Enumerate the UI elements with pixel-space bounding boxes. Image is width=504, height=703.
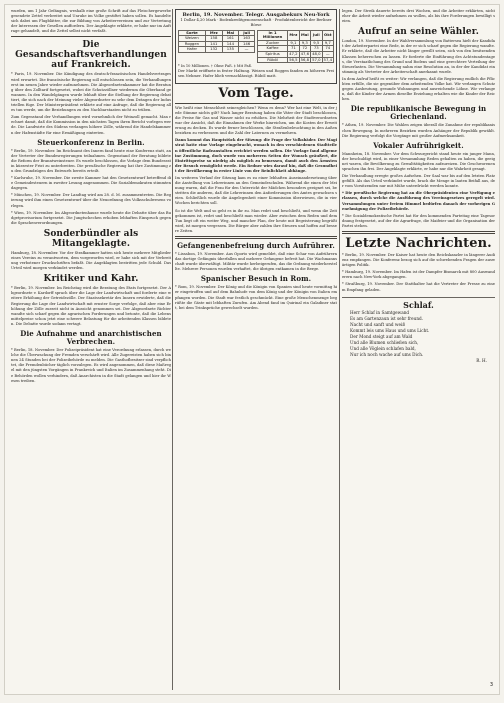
article-heading: Aufruf an seine Wähler. (357, 27, 479, 38)
table-cell: 135 (222, 47, 238, 53)
article-text: * Berlin, 18. November. Der Polizeipräsident hat eine Verordnung erlassen, durch welche die Überwachung der Fremden verschärft wird. Alle Zugereisten haben sich binnen 24 Stunden bei der Polizeibehörde zu melden. Die Gasthofbesitzer sind verpflichtet, die Fremdenbücher täglich vorzulegen. Es wird angenommen, daß diese Maßregel mit den jüngsten Vorgängen in Frankreich und Italien im Zusammenhang steht. Die Behörden wollen verhindern, daß Anarchisten in die Stadt gelangen und hier ihr Wesen treiben. (11, 348, 171, 383)
table-cell: 9,1 (288, 40, 299, 46)
article-heading: Sonderbündler als Mitangeklagte. (43, 228, 139, 249)
divider (342, 231, 495, 234)
table-cell: 73 (311, 46, 322, 52)
article-heading: Die Gesandschaftsverhandlungen auf Frankreich. (15, 40, 167, 71)
article-text: * Wien, 19. November. Im Abgeordnetenhause wurde heute die Debatte über das Budgetprovisorium fortgesetzt. Die Jungtschechen erhoben lebhaften Einspruch gegen die Sprachenverordnungen. (11, 210, 171, 225)
article-text: * München, 19. November. Der Landtag wird am 28. d. M. zusammentreten. Die Regierung wird ihm einen Gesetzentwurf über die Neuordnung des Volksschulwesens vorlegen. (11, 193, 171, 208)
article-text: * Hamburg, 19. November. Im Hafen ist der Dampfer Bismarck mit 800 Auswanderern nach New-York abgegangen. (342, 270, 495, 280)
table-cell: 56,5 (289, 56, 298, 62)
table-row (258, 57, 334, 63)
table-header-cell: Mai (299, 30, 310, 40)
article-text: * Berlin, 19. November. Im Reichstag wird die Beratung des Etats fortgesetzt. Der Abgeordnete v. Kardorff sprach über die Lage der Landwirtschaft und forderte eine weitere Erhöhung der Getreidezölle. Der Staatssekretär des Innern erwiderte, daß die Regierung die Lage der Landwirtschaft mit ernster Sorge verfolge, daß aber eine Erhöhung der Zölle zurzeit nicht in Aussicht genommen sei. Der Abgeordnete Richter wandte sich scharf gegen die agrarischen Forderungen und betonte, daß die Lebensmittelpreise schon jetzt eine schwere Belastung für die arbeitenden Klassen bildeten. Die Debatte wurde sodann vertagt. (11, 286, 171, 326)
table-footnote: * In 10 Millionen. † Ohne Faß. ‡ Mit Faß. (178, 64, 253, 69)
table-header-cell: Mrz (205, 30, 222, 36)
market-subheading: 1 Dollar 4,20 Mark · Bodenkreditgenossenschaft · Produktenbericht der Berliner Börse (180, 18, 332, 27)
table-cell: 47,2 (289, 50, 298, 56)
table-cell: 132 (205, 47, 222, 53)
market-note: Der Markt eröffnete in fester Haltung. Weizen und Roggen fanden zu höheren Preisen Nehmer. Hafer blieb vernachlässigt. Rüböl matt. (178, 68, 334, 78)
divider (175, 236, 337, 239)
poem-line: Nacht und sanft und weiß (350, 321, 406, 327)
table-cell: 161 (222, 36, 238, 42)
article-text: London, 19. November. In der Wahlversammlung von Battersea hielt der Kandidat der Arbeiterpartei eine Rede, in der er sich scharf gegen die Regierung wandte. Er erklärte, daß die Arbeiter nicht länger gewillt seien, sich von den besitzenden Klassen beherrschen zu lassen. Er forderte die Einführung des Achtstundentages, die Verstaatlichung des Grund und Bodens und eine gerechtere Verteilung der Steuerlasten. Die Versammlung nahm eine Resolution an, in der der Kandidat einstimmig als Vertreter der Arbeiterschaft anerkannt wurde. (342, 39, 495, 74)
table-header-cell: Juli (239, 30, 255, 36)
article-text: Zum Gegenstand der Verhandlungen wird vornehmlich der Weinzoll gemacht. Man rechnet damit, daß die Kommission in den nächsten Tagen ihren Bericht vorlegen werde. Die Landwirte des Südens verlangen höhere Zölle, während die Handelskammern der Hafenstädte für eine Ermäßigung eintreten. (11, 115, 171, 135)
article-text: * Rom, 19. November. Der König und die Königin von Spanien sind heute vormittag hier eingetroffen und auf dem Bahnhofe von dem König und der Königin von Italien empfangen worden. Die Stadt war festlich geschmückt. Eine große Menschenmenge begrüßte die Gäste mit lebhaften Zurufen. Am Abend fand im Quirinal ein Galadiner statt, bei dem Trinksprüche gewechselt wurden. (175, 285, 337, 310)
table-cell: 9,3 (299, 40, 310, 46)
article-heading: Die Aufnahme und anarchistischen Verbrechen. (20, 329, 162, 347)
article-text: Im weiteren Verlauf der Sitzung kam es zu einer lebhaften Auseinandersetzung über die Anstellung von Lehrerinnen an den Gemeindeschulen. Während die einen der Meinung waren, daß die Frau für den Unterricht der Mädchen besonders geeignet sei, bestritten die anderen, daß die Lehrerinnen den Anforderungen des Amtes gewachsen seien. Schließlich wurde die Angelegenheit einer Kommission überwiesen, die in vier Wochen berichten soll. (175, 175, 337, 206)
table-cell: 71 (288, 46, 299, 52)
article-text: Hamburg, 18. November. Vor der Strafkammer hatten sich heute mehrere Mitglieder eines Vereins zu verantworten, dem vorgeworfen wird, er habe sich mit der Verbreitung verbotener Druckschriften befaßt. Die Angeklagten bestritten jede Schuld. Das Urteil wird morgen verkündet werden. (11, 250, 171, 271)
poem-title: Schlaf. (403, 299, 434, 310)
table-cell: 72 (299, 46, 310, 52)
table-header-cell: Okt (322, 30, 333, 40)
market-report (175, 9, 337, 84)
column-rule (339, 9, 340, 690)
table-header-cell: Juli (311, 30, 322, 40)
poem-line: Und alle Vöglein schlafen bald, (350, 345, 416, 351)
table-cell: 146 (239, 41, 255, 47)
article-text: * Karlsruhe, 19. November. Die zweite Kammer hat den Gesetzentwurf betreffend die Gemeindesteuern in zweiter Lesung angenommen. Die Sozialdemokraten stimmten dagegen. (11, 176, 171, 191)
poem-line: Der Mond steigt auf am Wald (350, 333, 413, 339)
table-row (179, 47, 255, 53)
price-table (257, 30, 334, 64)
article-heading: Gefangenenbefreiung durch Aufrührer. (177, 241, 335, 250)
right-column (342, 9, 495, 690)
table-cell: 158 (205, 36, 222, 42)
table-header-cell: Mai (222, 30, 238, 36)
table-cell: 57,4 (323, 56, 332, 62)
table-cell: Hafer (179, 47, 206, 53)
table-cell: 74 (322, 46, 333, 52)
table-cell: 141 (205, 41, 222, 47)
article-heading: Steuerkonferenz in Berlin. (37, 137, 145, 147)
column-rule (172, 9, 173, 690)
article-text: * Paris, 19. November. Die Kündigung des deutsch-französischen Handelsvertrages wird erwartet. Die französische Regierung soll entschlossen sein, die Verhandlungen erst im neuen Jahre wieder aufzunehmen. Die Abgeordnetenkammer hat die Beratung über den Zolltarif fortgesetzt, wobei die Schutzzöllner wiederum die Oberhand gewannen. In den Wandelgängen wurde lebhaft über die Stellung der Regierung debattiert, die sich nach der Meinung vieler Abgeordneter zu sehr dem Drängen der Industriellen füge. Der Ministerpräsident erklärte auf eine Anfrage, daß die Regierung alles tun werde, um die Beziehungen zu den Nachbarstaaten nicht zu trüben. (11, 72, 171, 113)
table-cell: Roggen (179, 41, 206, 47)
newspaper-page (4, 4, 500, 695)
article-text: Wie heißt eine Menschheit seinesgleichen? Wenn es denn? Wer hat eine Welt, in der jede Stimme nichts gilt? Nach langer Beratung haben die Väter der Stadt beschlossen, die Preise für Gas und Wasser nicht zu erhöhen. Die Mehrheit der Stadtverordneten war der Ansicht, daß die Einnahmen der Werke hinreichen, um die Kosten der Erweiterung zu decken. Es wurde ferner beschlossen, die Straßenbeleuchtung in den Außenbezirken zu verbessern und die Zahl der Laternen zu vermehren. (175, 105, 337, 136)
article-text: * Straßburg, 19. November. Der Statthalter hat die Vertreter der Presse zu einem Empfang geladen. (342, 282, 495, 292)
table-header-cell: In 1 Millionen (258, 30, 288, 40)
article-text: * Die Sozialdemokratische Partei hat für den kommenden Parteitag eine Tagesordnung festgesetzt, auf der die Agrarfrage, die Maifeier und die Organisation der Partei stehen. (342, 213, 495, 228)
poem-line: Nur ich noch wache auf ums Dich. (350, 351, 424, 357)
article-text: * Lissabon, 19. November. Aus Oporto wird gemeldet, daß eine Schar von Aufrührern das dortige Gefängnis überfallen und mehrere Gefangene befreit hat. Die Wachmannschaft wurde überwältigt. Militär wurde herbeigerufen, das die Ordnung wiederherstellte. Mehrere Personen wurden verhaftet, die übrigen entkamen in die Berge. (175, 252, 337, 272)
table-cell: 57,0 (312, 56, 321, 62)
divider (11, 36, 171, 37)
article-text: In dem Aufruf heißt es weiter: Wir verlangen, daß die Regierung endlich die Pflichten erfülle, die sie gegenüber dem arbeitenden Volke hat. Wir verlangen Schutz gegen Ausbeutung, gesunde Wohnungen und ausreichende Löhne. Wir verlangen, daß die Kinder der Armen dieselbe Erziehung erhalten wie die Kinder der Reichen. (342, 76, 495, 102)
table-cell: 56,8 (300, 56, 310, 62)
article-text: Mannheim, 18. November. Vor dem Schwurgericht stand heute ein junger Mann, der beschuldigt wird, in einer Versammlung Reden gehalten zu haben, die geeignet waren, die Bevölkerung zu Gewalttätigkeiten aufzureizen. Die Geschworenen sprachen ihn frei. Der Angeklagte erklärte, er habe nur die Wahrheit gesagt. (342, 151, 495, 171)
article-text: * Athen, 19. November. Die Wahlen zeigen überall die Zunahme der republikanischen Bewegung. In mehreren Bezirken wurden Anhänger der Republik gewählt. Die Regierung verfolgt die Vorgänge mit großer Aufmerksamkeit. (342, 123, 495, 138)
table-cell: Rüböl (258, 57, 288, 63)
table-cell: 9,7 (322, 40, 333, 46)
middle-column (175, 9, 337, 690)
poem-line: Und alle Blumen schließen sich, (350, 339, 419, 345)
poem (342, 297, 495, 366)
table-cell: — (239, 47, 255, 53)
table-cell: — (322, 51, 333, 57)
table-cell: Zucker (258, 40, 288, 46)
table-cell: Spiritus (258, 51, 288, 57)
table-header-cell: Mrz (288, 30, 299, 40)
table-cell: Kaffee (258, 46, 288, 52)
article-text: Dann kommt das Hauptstück der Sitzung: die Frage der Volksbäder. Der Magistrat hatte eine Vorlage eingebracht, wonach in den verschiedenen Stadtteilen öffentliche Badeanstalten errichtet werden sollen. Die Vorlage fand allgemeine Zustimmung, doch wurde von mehreren Seiten der Wunsch geäußert, die Eintrittspreise so niedrig als möglich zu bemessen, damit auch den Ärmsten der Besuch ermöglicht werde. Ein Redner wies darauf hin, daß die Gesundheit der Bevölkerung in erster Linie von der Reinlichkeit abhänge. (175, 138, 337, 173)
left-column (11, 9, 171, 690)
article-heading: Vokaler Aufrührigkeit. (373, 140, 464, 150)
poem-line: Herr Schlaf in Samtgewand (350, 309, 410, 315)
article-text: Die Verhandlung erregte großes Aufsehen. Der Saal war bis auf den letzten Platz gefüllt. Als das Urteil verkündet wurde, brach die Menge in lauten Beifall aus, der vom Vorsitzenden nur mit Mühe unterdrückt werden konnte. (342, 174, 495, 189)
price-table (178, 30, 255, 53)
article-text: * Die preußische Regierung hat an die Oberpräsidenten eine Verfügung erlassen, durch welche die Ausführung des Vereinsgesetzes geregelt wird. Versammlungen unter freiem Himmel bedürfen danach der vorherigen Genehmigung der Polizeibehörde. (342, 191, 495, 211)
article-text: * Berlin, 19. November. Im Reichsamt des Innern fand heute eine Konferenz statt, an der Vertreter der Bundesregierungen teilnahmen. Gegenstand der Beratung bildete die Reform der Branntweinsteuer. Es wurde beschlossen, die Vorlage dem Bundesrat in kürzester Frist zu unterbreiten. Die preußische Regierung hat ihre Zustimmung zu den Grundzügen des Entwurfs bereits erteilt. (11, 148, 171, 173)
article-text: * Berlin, 19. November. Der Kaiser hat heute den Reichskanzler in längerer Audienz empfangen. Die Konferenz bezog sich auf die schwebenden Fragen der auswärtigen Politik. (342, 253, 495, 268)
poem-signature: R. H. (476, 357, 487, 363)
article-text: wurden, um 1 Jahr Gefängnis, weshalb eine große Schrift auf das Fleischergewerbe gesendete Zettel verbreitet und Unruhe im Volke gestiftet haben sollen. Es handelte sich dabei um Flugblätter, die zur Bildung von Arbeitervereinen und zur Vertretung der Interessen der Gesellen auffordern. Der Angeklagte erklärte, er habe nur im Auftrage gehandelt, und die Zettel selbst nicht verfaßt. (11, 9, 171, 34)
article-text: legen. Der Streik dauerte bereits drei Wochen, und die Arbeiter erklärten, nicht eher die Arbeit wieder aufnehmen zu wollen, als bis ihre Forderungen bewilligt seien. (342, 9, 495, 24)
article-heading: Die republikanische Bewegung in Griechenland. (350, 104, 487, 122)
table-cell: 144 (222, 41, 238, 47)
article-heading: Kritiker und Kahr. (43, 274, 139, 285)
section-heading: Letzte Nachrichten. (345, 236, 492, 251)
page-number: 3 (489, 682, 493, 688)
table-cell: 9,5 (311, 40, 322, 46)
table-cell: Weizen (179, 36, 206, 42)
article-heading: Spanischer Besuch in Rom. (200, 274, 312, 284)
table-cell: 163 (239, 36, 255, 42)
poem-line: Kommt leis ums Haus und ums Licht. (350, 327, 430, 333)
market-heading: Berlin, 19. November. Telegr. Ausgabekurs Neu-York (182, 12, 330, 18)
table-header-cell: Sorte (179, 30, 206, 36)
table-cell: 47,6 (300, 50, 310, 56)
table-cell: 48,0 (312, 50, 321, 56)
poem-line: Es am Gartenzaun ist sehr freund. (350, 315, 424, 321)
section-heading: Vom Tage. (218, 85, 294, 101)
article-text: So ist die Welt und so geht es in ihr zu. Man redet und beschließt, und wenn die Zeit gekommen ist, redet und beschließt man wieder. Aber zwischen dem Reden und dem Tun liegt oft ein weiter Weg, und mancher Plan, der heute mit Begeisterung begrüßt wird, ist morgen vergessen. Die Bürger aber zahlen ihre Steuern und hoffen auf bessere Zeiten. (175, 208, 337, 233)
divider (175, 103, 337, 104)
